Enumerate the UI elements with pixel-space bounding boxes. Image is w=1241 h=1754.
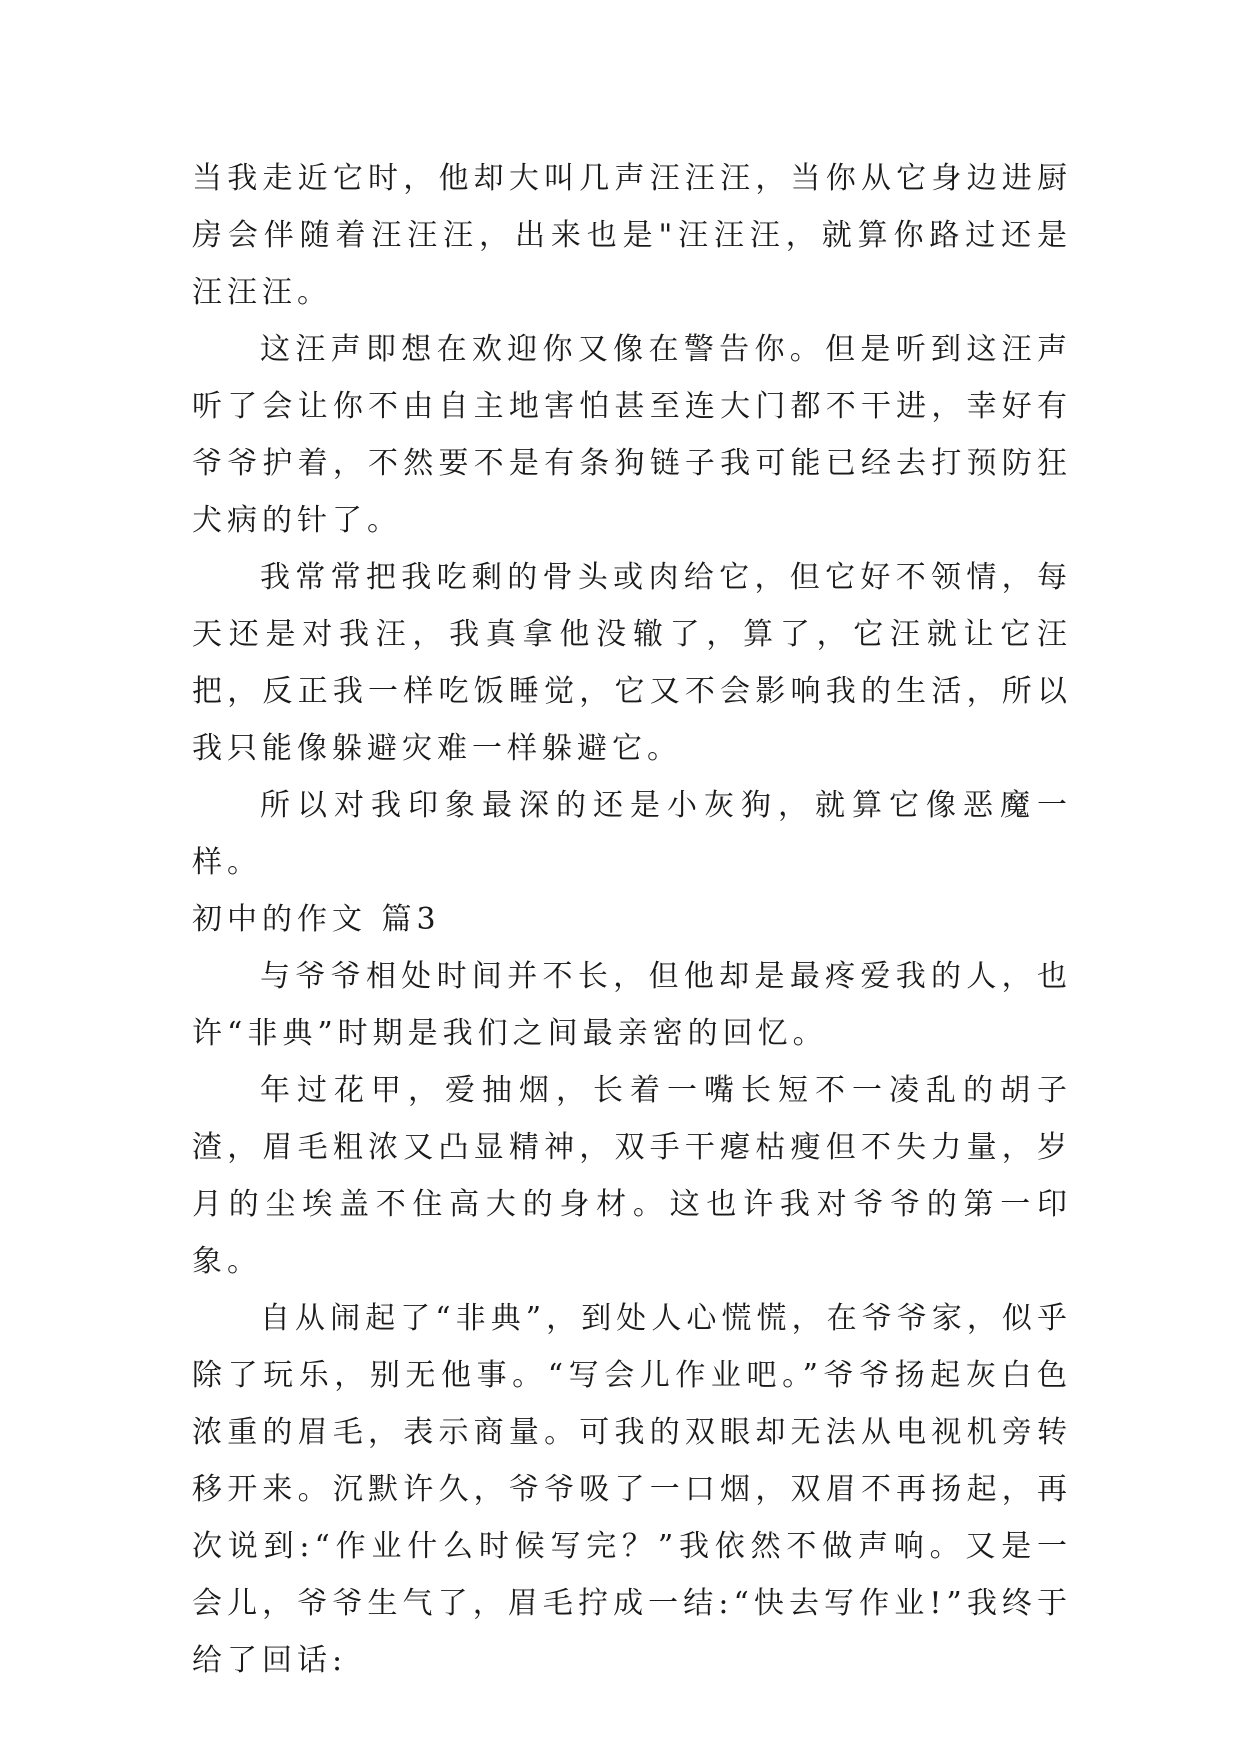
paragraph-2: 这汪声即想在欢迎你又像在警告你。但是听到这汪声听了会让你不由自主地害怕甚至连大门都不干进，幸好有爷爷护着，不然要不是有条狗链子我可能已经去打预防狂犬病的针了。 — [192, 332, 1072, 538]
paragraph-3: 我常常把我吃剩的骨头或肉给它，但它好不领情，每天还是对我汪，我真拿他没辙了，算了，它汪就让它汪把，反正我一样吃饭睡觉，它又不会影响我的生活，所以我只能像躲避灾难一样躲避它。 — [192, 560, 1072, 766]
paragraph-5: 与爷爷相处时间并不长，但他却是最疼爱我的人，也许“非典”时期是我们之间最亲密的回忆。 — [192, 959, 1072, 1051]
paragraph-1: 当我走近它时，他却大叫几声汪汪汪，当你从它身边进厨房会伴随着汪汪汪，出来也是"汪汪汪，就算你路过还是汪汪汪。 — [192, 161, 1072, 310]
paragraph-7: 自从闹起了“非典”，到处人心慌慌，在爷爷家，似乎除了玩乐，别无他事。“写会儿作业吧。”爷爷扬起灰白色浓重的眉毛，表示商量。可我的双眼却无法从电视机旁转移开来。沉默许久，爷爷吸了一口烟，双眉不再扬起，再次说到:“作业什么时候写完？”我依然不做声响。又是一会儿，爷爷生气了，眉毛拧成一结:“快去写作业!”我终于给了回话: — [192, 1301, 1072, 1678]
document-page — [192, 150, 1072, 1689]
paragraph-4: 所以对我印象最深的还是小灰狗，就算它像恶魔一样。 — [192, 788, 1072, 880]
section-heading: 初中的作文 篇3 — [192, 902, 441, 937]
paragraph-6: 年过花甲，爱抽烟，长着一嘴长短不一凌乱的胡子渣，眉毛粗浓又凸显精神，双手干瘪枯瘦但不失力量，岁月的尘埃盖不住高大的身材。这也许我对爷爷的第一印象。 — [192, 1073, 1072, 1279]
